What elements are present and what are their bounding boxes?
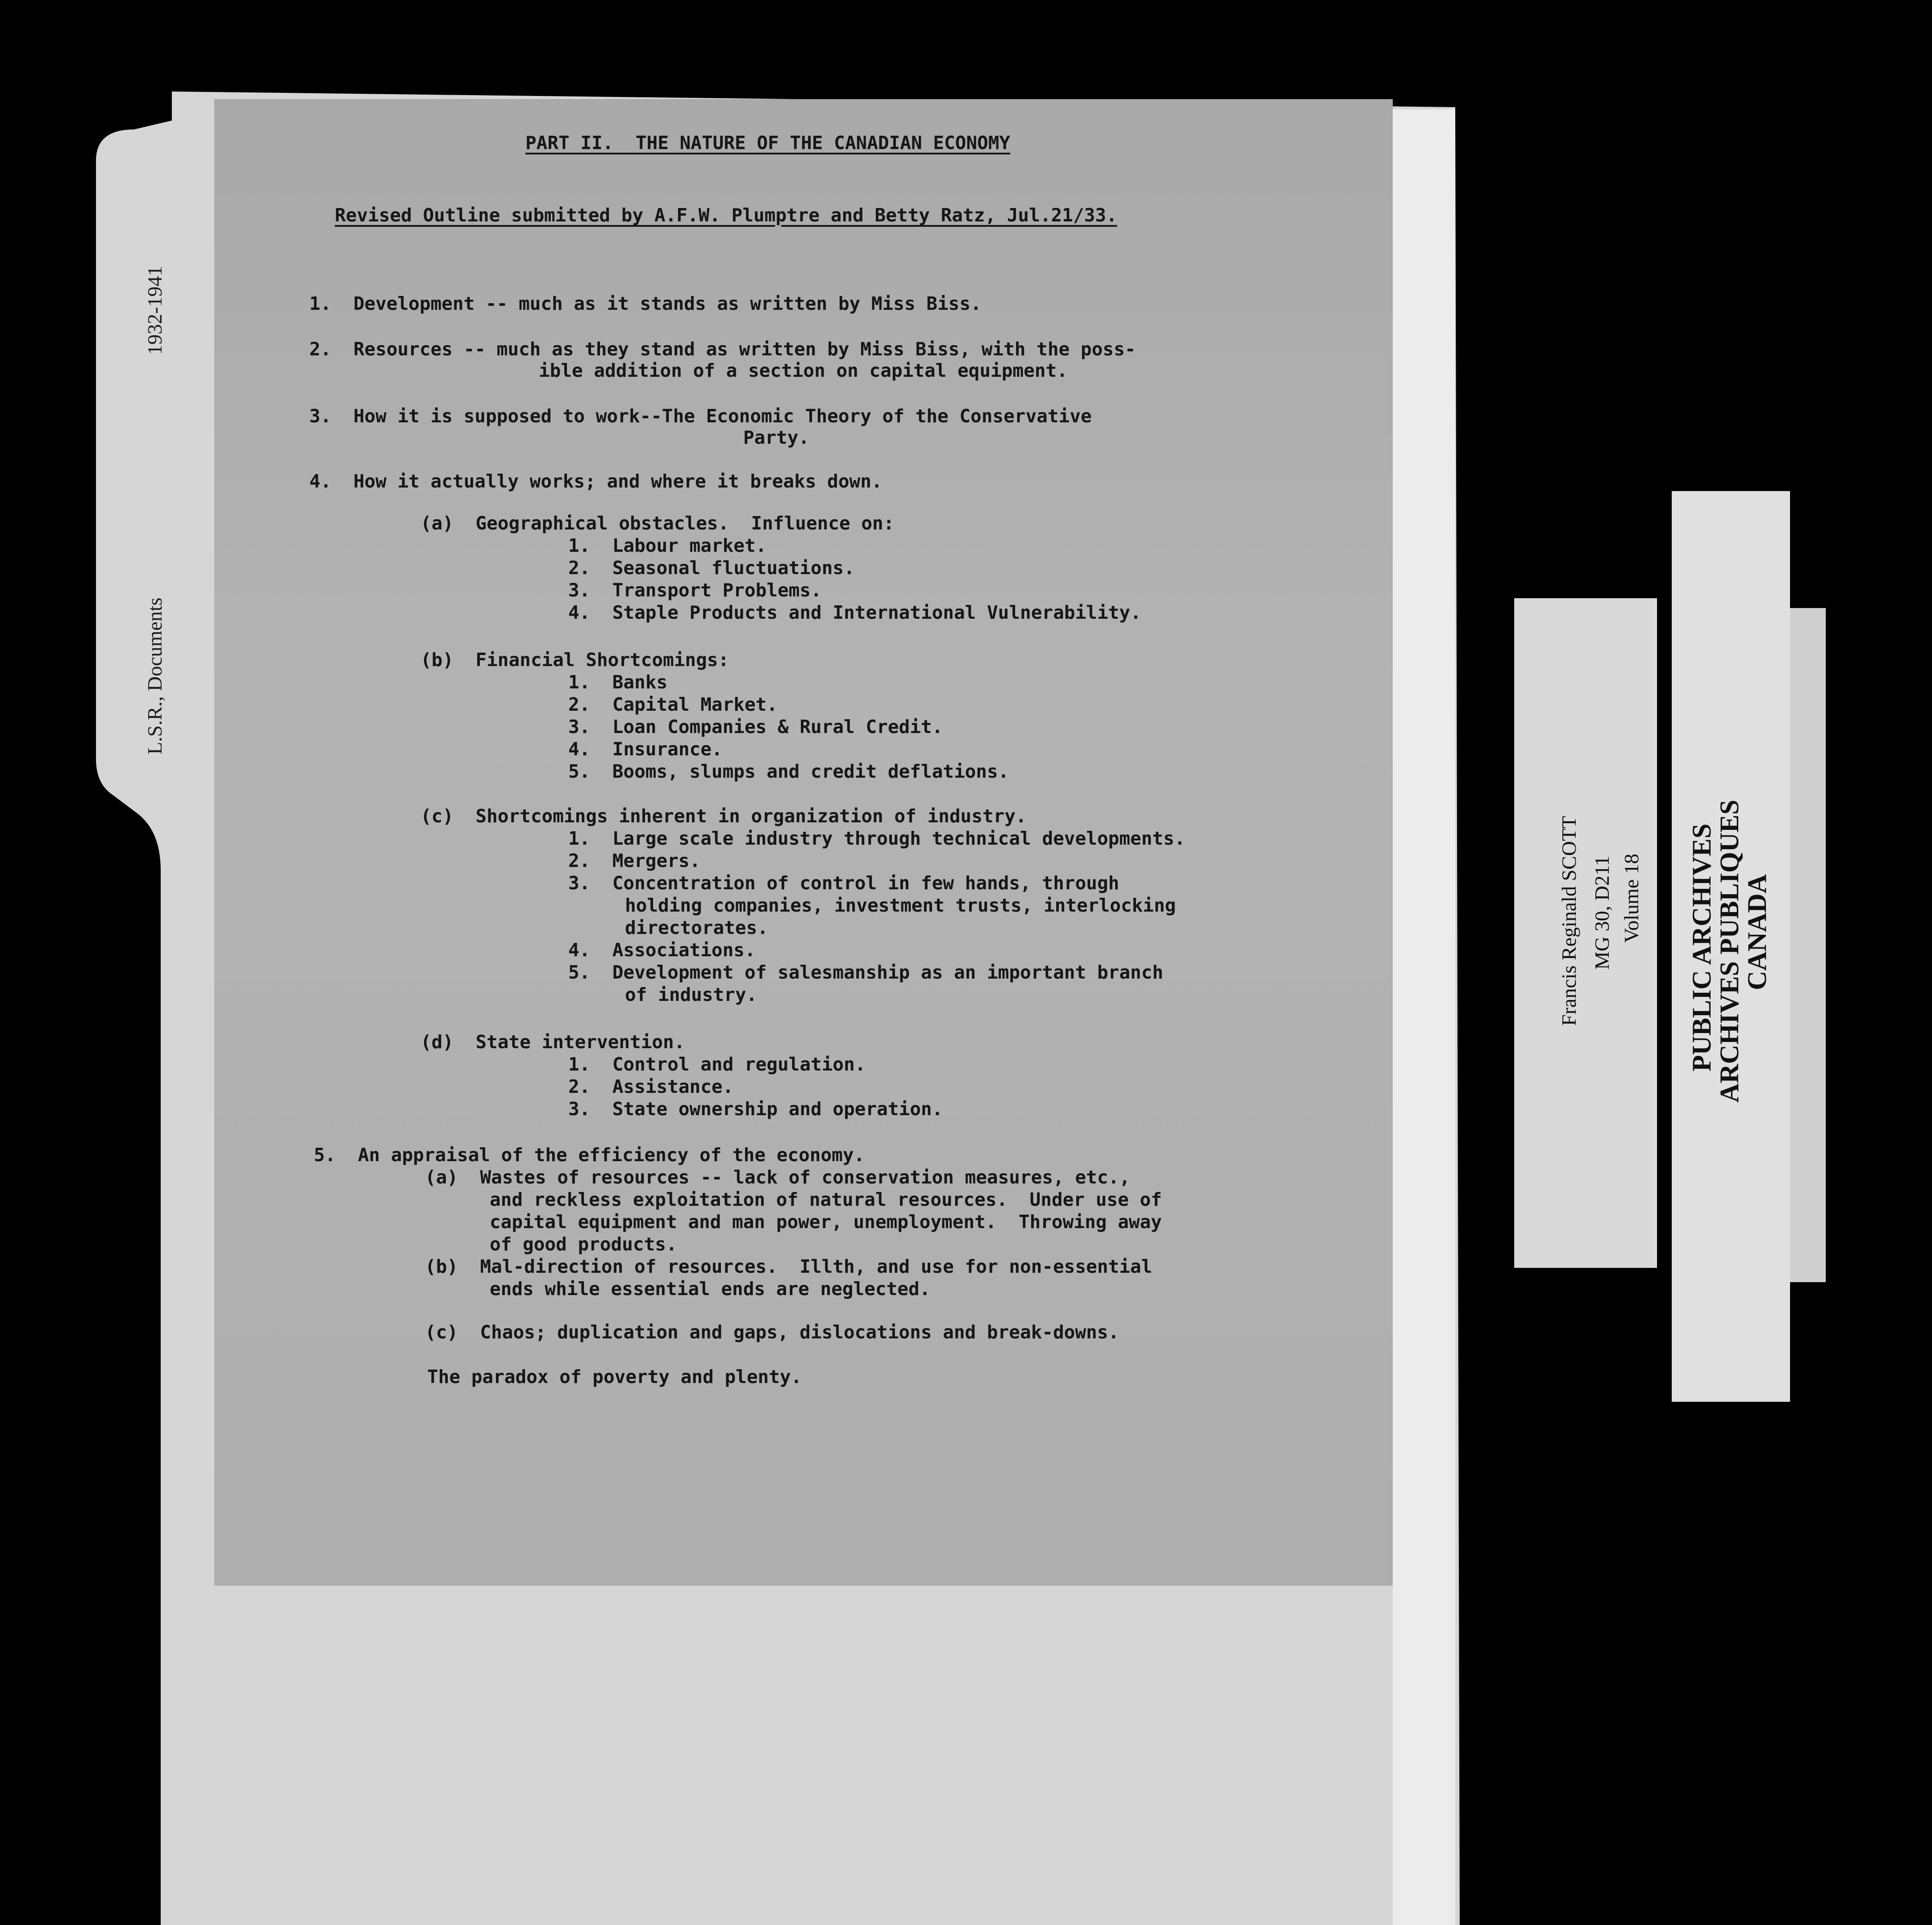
- outline-line: holding companies, investment trusts, interlocking: [625, 895, 1176, 916]
- document-page: [214, 99, 1393, 1586]
- folder-tab-years: 1932-1941: [143, 266, 166, 355]
- outline-line: (a) Wastes of resources -- lack of conservation measures, etc.,: [425, 1167, 1130, 1188]
- outline-line: 2. Capital Market.: [568, 694, 778, 715]
- outline-line: 5. Development of salesmanship as an important branch: [568, 962, 1163, 983]
- outline-line: 3. State ownership and operation.: [568, 1098, 943, 1120]
- outline-line: 5. An appraisal of the efficiency of the economy.: [314, 1144, 865, 1166]
- outline-line: The paradox of poverty and plenty.: [427, 1366, 802, 1388]
- outline-line: (b) Mal-direction of resources. Illth, and use for non-essential: [425, 1256, 1153, 1277]
- archive-stamp-line1: PUBLIC ARCHIVES: [1687, 823, 1716, 1071]
- archive-volume: Volume 18: [1620, 854, 1643, 943]
- archive-reference: MG 30, D211: [1591, 855, 1613, 970]
- outline-line: 2. Mergers.: [568, 850, 701, 871]
- archive-stamp-line3: CANADA: [1742, 874, 1772, 990]
- outline-line: Party.: [743, 427, 810, 448]
- archive-collection: Francis Reginald SCOTT: [1557, 816, 1580, 1026]
- outline-line: 1. Control and regulation.: [568, 1054, 866, 1075]
- outline-line: 5. Booms, slumps and credit deflations.: [568, 761, 1009, 782]
- outline-line: 2. Seasonal fluctuations.: [568, 557, 855, 579]
- outline-line: ends while essential ends are neglected.: [490, 1278, 931, 1300]
- outline-line: (c) Chaos; duplication and gaps, dislocations and break-downs.: [425, 1321, 1120, 1343]
- outline-line: 4. Staple Products and International Vulnerability.: [568, 602, 1141, 623]
- outline-line: and reckless exploitation of natural resources. Under use of: [490, 1189, 1162, 1210]
- outline-line: (b) Financial Shortcomings:: [421, 649, 729, 671]
- outline-line: of good products.: [490, 1233, 677, 1255]
- outline-line: 1. Banks: [568, 671, 668, 693]
- outline-line: 1. Large scale industry through technical developments.: [568, 828, 1186, 849]
- document-subheading: Revised Outline submitted by A.F.W. Plumptre and Betty Ratz, Jul.21/33.: [335, 204, 1117, 226]
- outline-line: (d) State intervention.: [421, 1031, 685, 1053]
- outline-line: (a) Geographical obstacles. Influence on:: [421, 512, 895, 534]
- outline-line: 3. Loan Companies & Rural Credit.: [568, 716, 943, 738]
- outline-line: ible addition of a section on capital equipment.: [539, 360, 1068, 381]
- outline-line: 1. Development -- much as it stands as written by Miss Biss.: [309, 293, 982, 314]
- outline-line: (c) Shortcomings inherent in organization of industry.: [421, 805, 1027, 827]
- outline-line: of industry.: [625, 984, 758, 1005]
- outline-line: 3. How it is supposed to work--The Economic Theory of the Conservative: [309, 405, 1092, 427]
- outline-line: 3. Transport Problems.: [568, 579, 822, 601]
- outline-line: directorates.: [625, 917, 768, 938]
- outline-line: 2. Assistance.: [568, 1076, 734, 1097]
- outline-line: 2. Resources -- much as they stand as written by Miss Biss, with the poss-: [309, 338, 1136, 360]
- archive-stamp-line2: ARCHIVES PUBLIQUES: [1715, 800, 1744, 1103]
- outline-line: 4. Associations.: [568, 939, 756, 961]
- outline-line: 1. Labour market.: [568, 535, 767, 556]
- outline-line: 4. Insurance.: [568, 738, 723, 760]
- outline-line: 3. Concentration of control in few hands, through: [568, 872, 1120, 894]
- document-heading: PART II. THE NATURE OF THE CANADIAN ECONOMY: [525, 132, 1011, 154]
- outline-line: 4. How it actually works; and where it breaks down.: [309, 471, 883, 492]
- folder-tab-title: L.S.R., Documents: [143, 597, 166, 754]
- outline-line: capital equipment and man power, unemployment. Throwing away: [490, 1211, 1162, 1233]
